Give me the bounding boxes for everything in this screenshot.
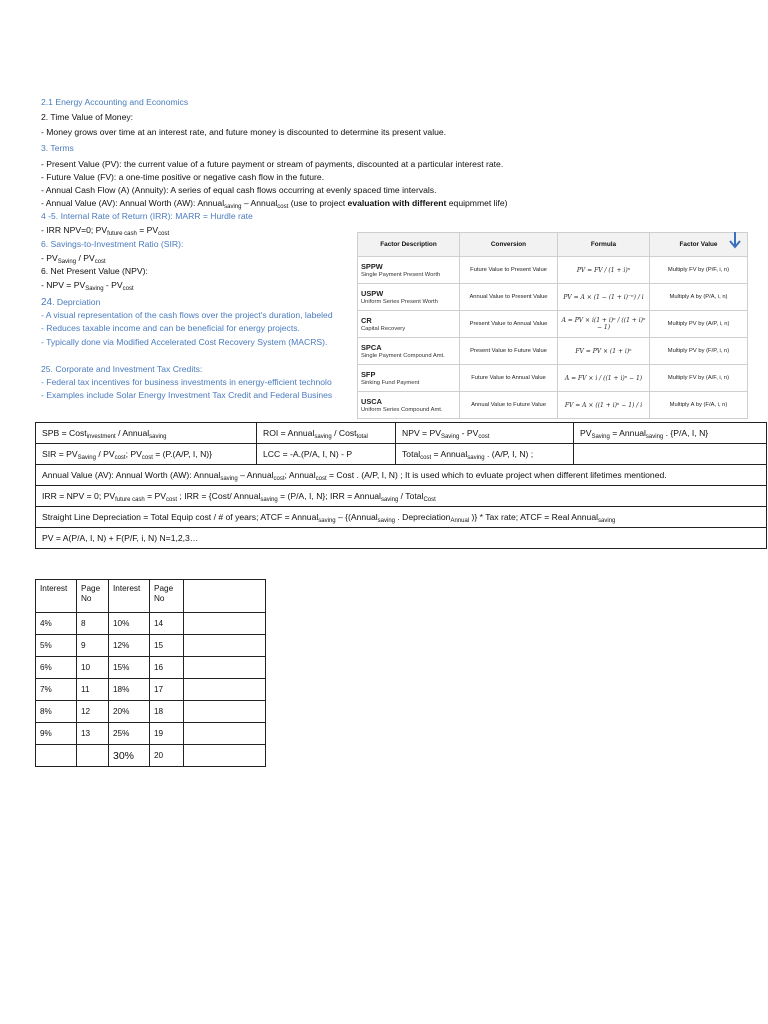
interest-cell: 8% bbox=[36, 701, 77, 723]
factor-formula: FV = A × ((1 + i)ⁿ − 1) / i bbox=[558, 392, 650, 419]
interest-cell: 9 bbox=[77, 635, 109, 657]
interest-row bbox=[36, 745, 266, 767]
factor-description bbox=[358, 365, 460, 392]
time-value-heading: 2. Time Value of Money: bbox=[41, 112, 134, 122]
formula-table bbox=[35, 422, 767, 549]
interest-row bbox=[36, 635, 266, 657]
factor-description bbox=[358, 338, 460, 365]
factor-formula: FV = PV × (1 + i)ⁿ bbox=[558, 338, 650, 365]
interest-cell: 13 bbox=[77, 723, 109, 745]
interest-cell: 11 bbox=[77, 679, 109, 701]
interest-cell: 10% bbox=[109, 613, 150, 635]
interest-cell bbox=[184, 745, 266, 767]
factor-formula: PV = FV / (1 + i)ⁿ bbox=[558, 257, 650, 284]
interest-cell bbox=[184, 635, 266, 657]
interest-row bbox=[36, 701, 266, 723]
factor-conversion: Present Value to Future Value bbox=[460, 338, 558, 365]
interest-cell: 7% bbox=[36, 679, 77, 701]
factor-formula: A = PV × i(1 + i)ⁿ / ((1 + i)ⁿ − 1) bbox=[558, 311, 650, 338]
npv-heading: 6. Net Present Value (NPV): bbox=[41, 266, 148, 276]
sir-heading: 6. Savings-to-Investment Ratio (SIR): bbox=[41, 239, 184, 249]
depreciation-heading: 24. Deprciation bbox=[41, 297, 101, 308]
factor-code: CR bbox=[361, 316, 372, 325]
interest-cell bbox=[36, 745, 77, 767]
factor-row bbox=[358, 338, 748, 365]
sir-line: - $PV_{Saving} / PV_{cost}$ bbox=[41, 253, 106, 265]
interest-row bbox=[36, 613, 266, 635]
factor-code: USCA bbox=[361, 397, 382, 406]
factor-row bbox=[358, 284, 748, 311]
interest-header bbox=[184, 580, 266, 613]
irr-line: - IRR NPV=0; $PV_{future cash} = PV_{cost}$ bbox=[41, 225, 170, 237]
factor-conversion: Present Value to Annual Value bbox=[460, 311, 558, 338]
terms-heading: 3. Terms bbox=[41, 143, 74, 153]
factor-conversion: Future Value to Annual Value bbox=[460, 365, 558, 392]
interest-cell: 12% bbox=[109, 635, 150, 657]
factor-value: Multiply PV by (F/P, i, n) bbox=[650, 338, 748, 365]
term-line: - Annual Cash Flow (A) (Annuity): A series of equal cash flows occurring at evenly spaced time intervals. bbox=[41, 185, 437, 195]
interest-cell: 15 bbox=[150, 635, 184, 657]
interest-row bbox=[36, 723, 266, 745]
formula-empty-cell bbox=[574, 444, 767, 465]
factor-name: Capital Recovery bbox=[361, 326, 406, 332]
factor-conversion: Future Value to Present Value bbox=[460, 257, 558, 284]
depreciation-line: - Reduces taxable income and can be beneficial for energy projects. bbox=[41, 323, 300, 333]
factor-formula: PV = A × (1 − (1 + i)⁻ⁿ) / i bbox=[558, 284, 650, 311]
factor-conversion: Annual Value to Future Value bbox=[460, 392, 558, 419]
factor-name: Single Payment Present Worth bbox=[361, 272, 441, 278]
interest-cell: 16 bbox=[150, 657, 184, 679]
term-line: - Present Value (PV): the current value of a future payment or stream of payments, discounted at a particular interest rate. bbox=[41, 159, 504, 169]
interest-cell: 14 bbox=[150, 613, 184, 635]
factor-value: Multiply FV by (P/F, i, n) bbox=[650, 257, 748, 284]
interest-header: Page No bbox=[77, 580, 109, 613]
tax-credit-line: - Federal tax incentives for business investments in energy-efficient technolo bbox=[41, 377, 332, 387]
interest-cell: 10 bbox=[77, 657, 109, 679]
factor-value: Multiply A by (F/A, i, n) bbox=[650, 392, 748, 419]
interest-cell: 18% bbox=[109, 679, 150, 701]
interest-cell: 8 bbox=[77, 613, 109, 635]
interest-cell: 4% bbox=[36, 613, 77, 635]
interest-cell bbox=[184, 613, 266, 635]
interest-cell bbox=[184, 723, 266, 745]
interest-cell bbox=[184, 679, 266, 701]
factor-code: SPPW bbox=[361, 262, 383, 271]
interest-header: Interest bbox=[109, 580, 150, 613]
tax-credit-heading: 25. Corporate and Investment Tax Credits: bbox=[41, 364, 203, 374]
formula-total-cost: Total$_{cost}$ = Annual$_{saving}$ . (A/P, I, N) ; bbox=[396, 444, 574, 465]
depreciation-line: - A visual representation of the cash flows over the project's duration, labeled bbox=[41, 310, 333, 320]
interest-cell: 17 bbox=[150, 679, 184, 701]
factor-value: Multiply PV by (A/P, i, n) bbox=[650, 311, 748, 338]
formula-pv: PV = A(P/A, I, N) + F(P/F, i, N) N=1,2,3… bbox=[36, 528, 767, 549]
interest-cell: 12 bbox=[77, 701, 109, 723]
factor-name: Single Payment Compound Amt. bbox=[361, 353, 445, 359]
npv-line: - NPV = $PV_{Saving} - PV_{cost}$ bbox=[41, 280, 134, 292]
interest-cell bbox=[77, 745, 109, 767]
formula-depreciation: Straight Line Depreciation = Total Equip cost / # of years; ATCF = Annual$_{saving}$ – {(Annual$_{saving}$ . Depreciation$_{Annual}$ )} * Tax rate; ATCF = Real Annual$_{saving}$ bbox=[36, 507, 767, 528]
factor-table bbox=[357, 232, 748, 419]
interest-cell: 20% bbox=[109, 701, 150, 723]
interest-row bbox=[36, 657, 266, 679]
factor-row bbox=[358, 311, 748, 338]
interest-cell: 5% bbox=[36, 635, 77, 657]
time-value-text: - Money grows over time at an interest rate, and future money is discounted to determine its present value. bbox=[41, 127, 447, 137]
term-line: - Future Value (FV): a one-time positive or negative cash flow in the future. bbox=[41, 172, 325, 182]
factor-description bbox=[358, 257, 460, 284]
interest-cell: 15% bbox=[109, 657, 150, 679]
factor-name: Uniform Series Present Worth bbox=[361, 299, 438, 305]
irr-heading: 4 -5. Internal Rate of Return (IRR): MARR = Hurdle rate bbox=[41, 211, 253, 221]
factor-row bbox=[358, 365, 748, 392]
interest-row bbox=[36, 679, 266, 701]
annual-value-line: - Annual Value (AV): Annual Worth (AW): Annual$_{saving}$ – Annual$_{cost}$ (use to project evaluation with different equipmmet life) bbox=[41, 198, 508, 210]
factor-code: SFP bbox=[361, 370, 376, 379]
factor-value: Multiply A by (P/A, i, n) bbox=[650, 284, 748, 311]
formula-lcc: LCC = -A.(P/A, I, N) - P bbox=[257, 444, 396, 465]
factor-header: Factor Description bbox=[358, 233, 460, 257]
section-heading: 2.1 Energy Accounting and Economics bbox=[41, 97, 189, 107]
formula-roi: ROI = Annual$_{saving}$ / Cost$_{total}$ bbox=[257, 423, 396, 444]
interest-cell bbox=[184, 701, 266, 723]
interest-cell: 20 bbox=[150, 745, 184, 767]
factor-value: Multiply FV by (A/F, i, n) bbox=[650, 365, 748, 392]
factor-description bbox=[358, 392, 460, 419]
interest-cell: 25% bbox=[109, 723, 150, 745]
tax-credit-line: - Examples include Solar Energy Investment Tax Credit and Federal Busines bbox=[41, 390, 333, 400]
factor-description bbox=[358, 284, 460, 311]
interest-cell: 19 bbox=[150, 723, 184, 745]
factor-conversion: Annual Value to Present Value bbox=[460, 284, 558, 311]
factor-header: Conversion bbox=[460, 233, 558, 257]
formula-npv: NPV = $PV_{Saving} - PV_{cost}$ bbox=[396, 423, 574, 444]
factor-name: Uniform Series Compound Amt. bbox=[361, 407, 443, 413]
interest-header: Page No bbox=[150, 580, 184, 613]
formula-annual-value: Annual Value (AV): Annual Worth (AW): Annual$_{saving}$ – Annual$_{cost}$; Annual$_{cost}$ = Cost . (A/P, I, N) ; It is used which to evluate project when different lifetimes mentioned. bbox=[36, 465, 767, 486]
interest-cell: 9% bbox=[36, 723, 77, 745]
factor-row bbox=[358, 392, 748, 419]
interest-header: Interest bbox=[36, 580, 77, 613]
formula-sir: SIR = $PV_{Saving} / PV_{cost}$; $PV_{cost} = (P.(A/P$, I, N)} bbox=[36, 444, 257, 465]
factor-header: Formula bbox=[558, 233, 650, 257]
factor-code: SPCA bbox=[361, 343, 382, 352]
factor-description bbox=[358, 311, 460, 338]
formula-pv-saving: $PV_{Saving}$ = Annual$_{saving}$ . {P/A, I, N} bbox=[574, 423, 767, 444]
interest-cell: 6% bbox=[36, 657, 77, 679]
formula-spb: SPB = Cost$_{investment}$ / Annual$_{saving}$ bbox=[36, 423, 257, 444]
interest-cell: 30% bbox=[109, 745, 150, 767]
factor-code: USPW bbox=[361, 289, 384, 298]
factor-header: Factor Value bbox=[650, 233, 748, 257]
factor-formula: A = FV × i / ((1 + i)ⁿ − 1) bbox=[558, 365, 650, 392]
interest-table bbox=[35, 579, 266, 767]
interest-cell bbox=[184, 657, 266, 679]
depreciation-line: - Typically done via Modified Accelerated Cost Recovery System (MACRS). bbox=[41, 337, 328, 347]
formula-irr: IRR = NPV = 0; $PV_{future cash} = PV_{cost}$ ; IRR = {Cost/ Annual$_{saving}$ = (P/A, I, N}; IRR = Annual$_{saving}$ / Total$_{Cost}$ bbox=[36, 486, 767, 507]
factor-row bbox=[358, 257, 748, 284]
factor-name: Sinking Fund Payment bbox=[361, 380, 420, 386]
arrow-down-icon bbox=[729, 231, 741, 249]
interest-cell: 18 bbox=[150, 701, 184, 723]
